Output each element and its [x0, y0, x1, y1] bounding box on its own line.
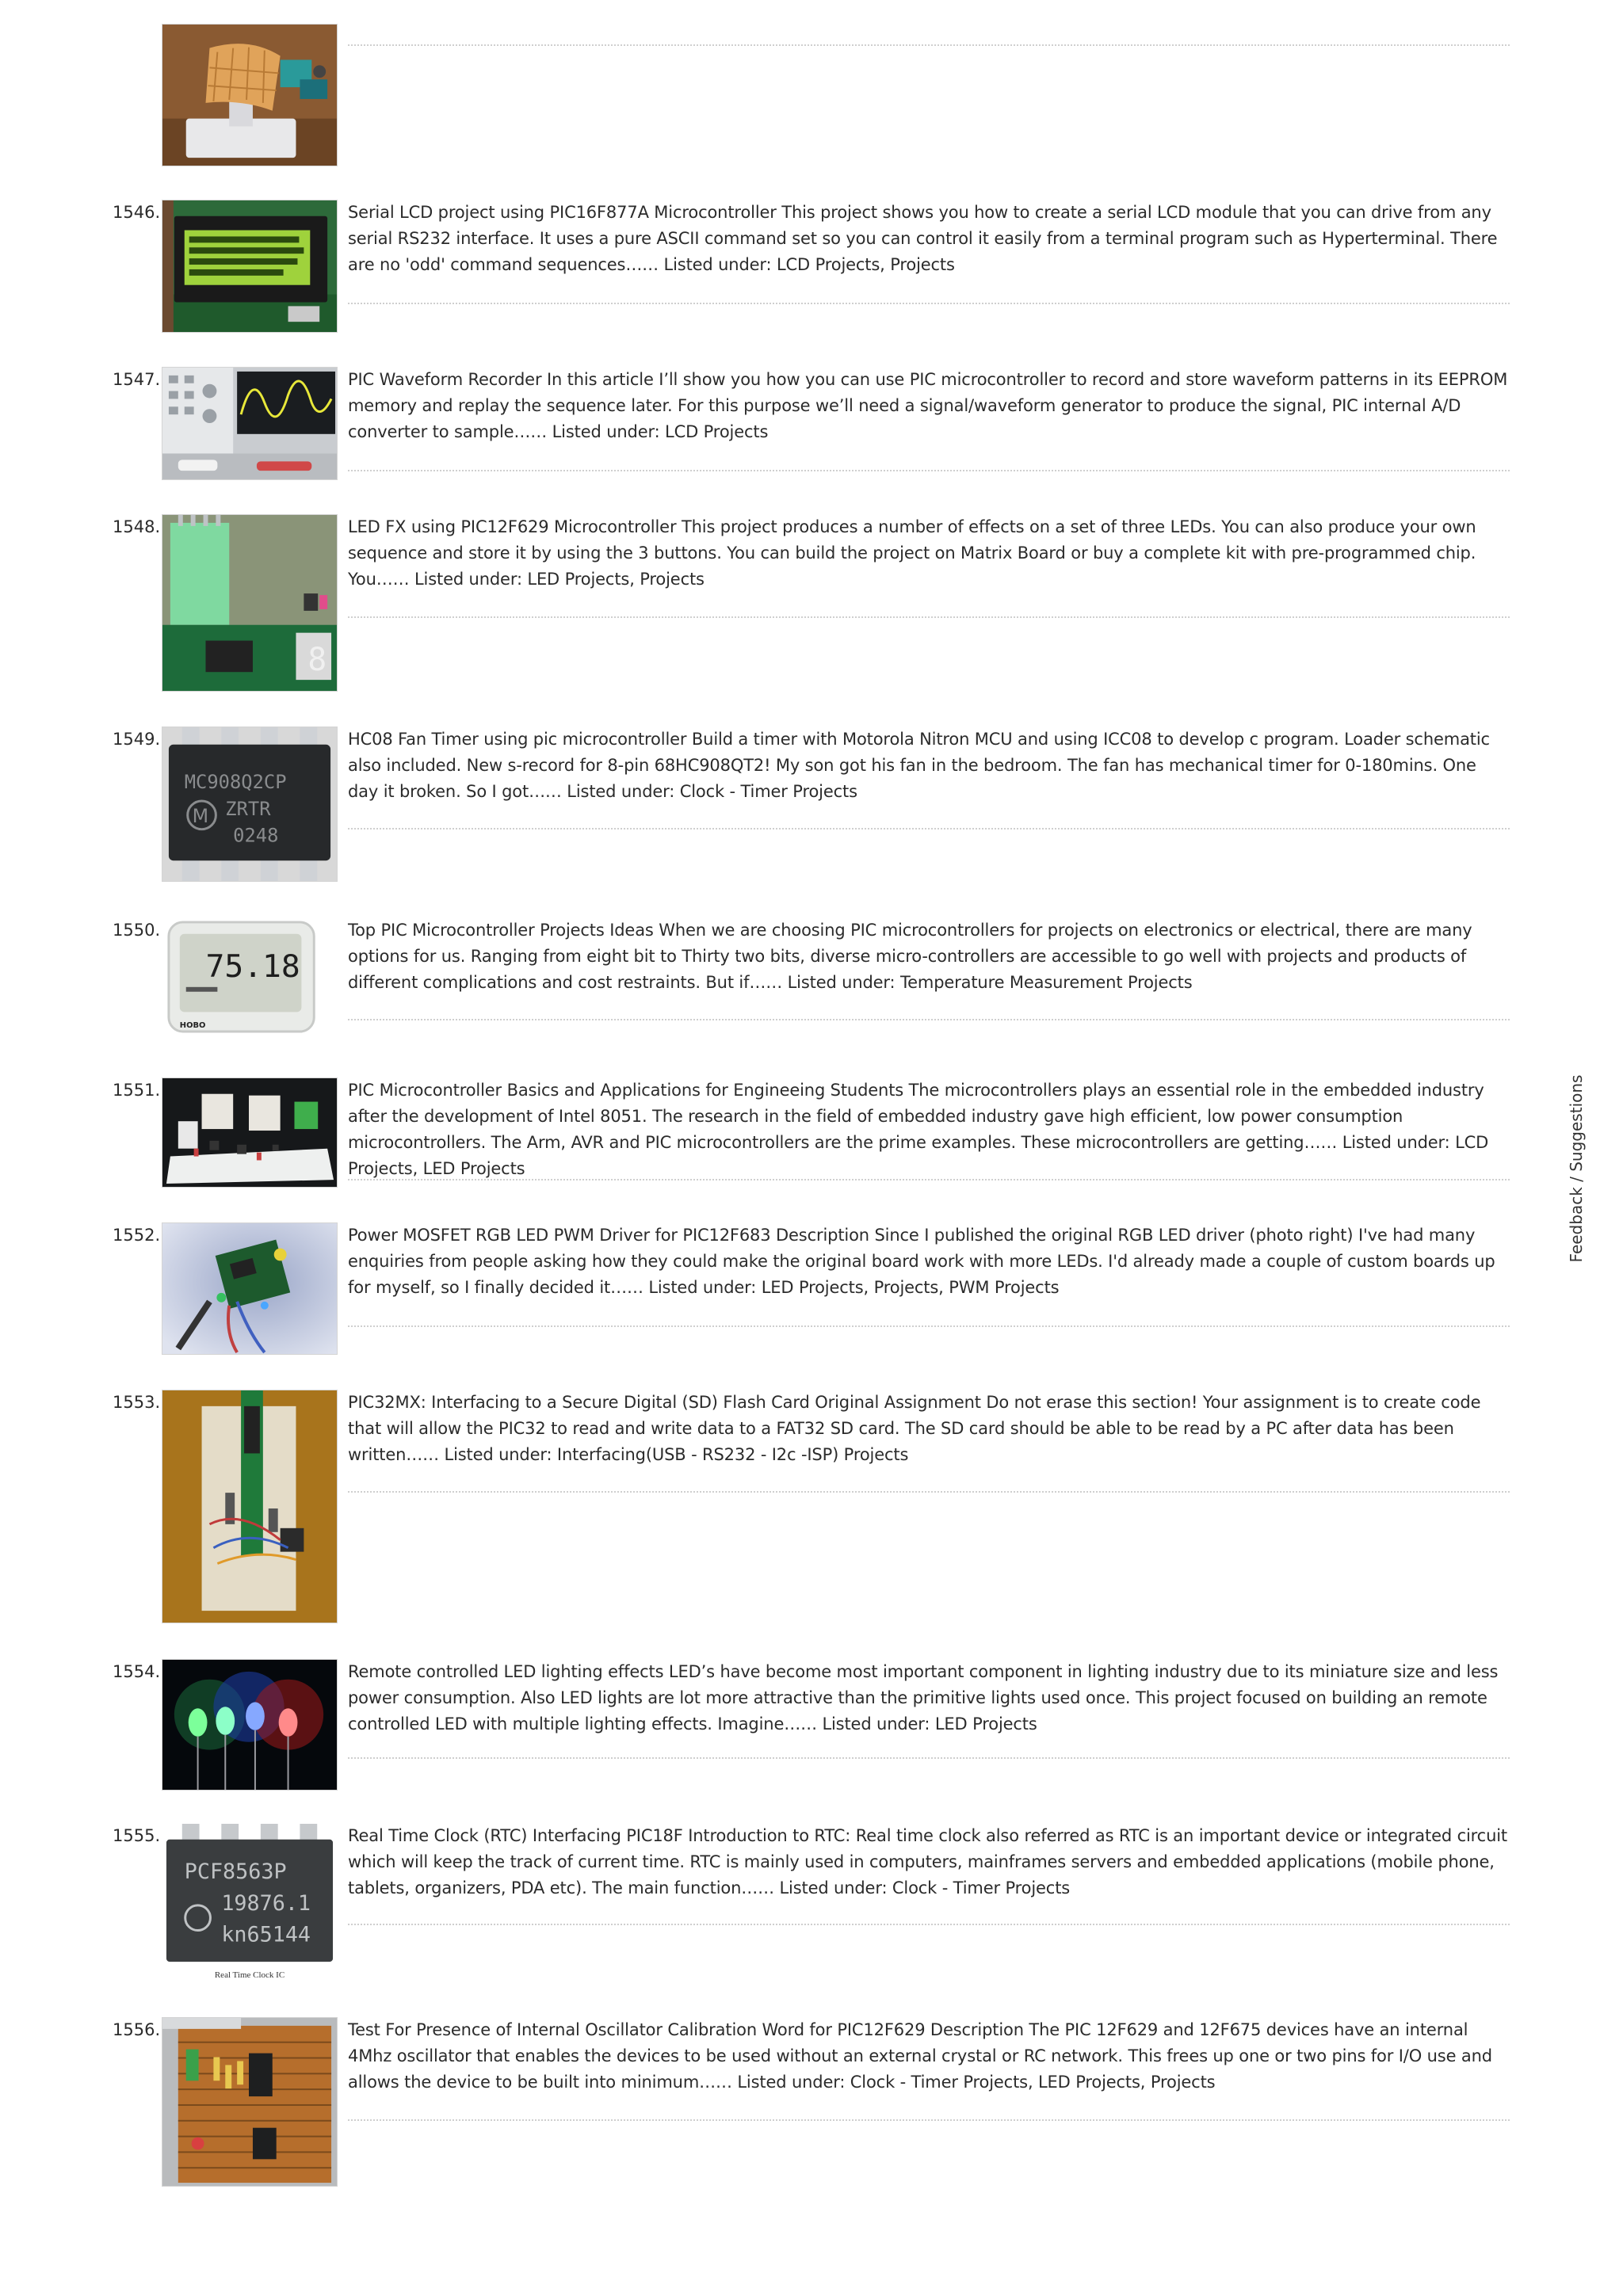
image-caption: Real Time Clock IC: [214, 1970, 285, 1980]
divider: [348, 1325, 1510, 1327]
divider: [348, 470, 1510, 471]
item-description: PIC32MX: Interfacing to a Secure Digital (SD) Flash Card Original Assignment Do not erase this section! Your assignment is to create code that will allow the PIC32 to read and write data to a FAT32 SD card. The SD card should be able to be read by a PC after data has been written…… Listed under: Interfacing(USB - RS232 - I2c -ISP) Projects: [348, 1393, 1481, 1464]
item-number: 1555.: [113, 1826, 161, 1845]
chip-marking: 0248: [233, 824, 279, 847]
item-number: 1556.: [113, 2020, 161, 2039]
item-description: PIC Waveform Recorder In this article I’ll show you how you can use PIC microcontroller to record and store waveform patterns in its EEPROM memory and replay the sequence later. For this purpose we’ll need a signal/waveform generator to produce the signal, PIC internal A/D converter to sample…… Listed under: LCD Projects: [348, 370, 1508, 441]
divider: [348, 2119, 1510, 2121]
item-number: 1554.: [113, 1662, 161, 1681]
chip-marking: PCF8563P: [184, 1859, 287, 1885]
breadboard-sd-photo[interactable]: [162, 1390, 338, 1623]
item-number: 1552.: [113, 1226, 161, 1245]
item-number: 1550.: [113, 921, 161, 940]
temperature-logger-photo[interactable]: [162, 917, 338, 1035]
item-description: LED FX using PIC12F629 Microcontroller This project produces a number of effects on a set of three LEDs. You can also produce your own sequence and store it by using the 3 buttons. You can build the project on Matrix Board or buy a complete kit with pre-programmed chip. You…… Listed under: LED Projects, Projects: [348, 517, 1476, 589]
stripboard-photo[interactable]: [162, 2017, 338, 2187]
item-description: Remote controlled LED lighting effects LED’s have become most important component in lighting industry due to its miniature size and less power consumption. Also LED lights are lot more attractive than the primitive lights used once. This project focused on building an remote controlled LED with multiple lighting effects. Imagine…… Listed under: LED Projects: [348, 1662, 1499, 1733]
item-number: 1553.: [113, 1393, 161, 1412]
rotating-led-photo[interactable]: [162, 24, 338, 166]
item-description: Test For Presence of Internal Oscillator Calibration Word for PIC12F629 Description The PIC 12F629 and 12F675 devices have an internal 4Mhz oscillator that enables the devices to be used without an external crystal or RC network. This frees up one or two pins for I/O use and allows the device to be built into minimum…… Listed under: Clock - Timer Projects, LED Projects, Projects: [348, 2020, 1492, 2092]
item-description: HC08 Fan Timer using pic microcontroller Build a timer with Motorola Nitron MCU and using ICC08 to develop c program. Loader schematic also included. New s-record for 8-pin 68HC908QT2! My son got his fan in the bedroom. The fan has mechanical timer for 0-180mins. One day it broken. So I got…… Listed under: Clock - Timer Projects: [348, 730, 1490, 801]
mc908-chip-photo[interactable]: [162, 727, 338, 882]
item-description: Real Time Clock (RTC) Interfacing PIC18F Introduction to RTC: Real time clock also referred as RTC is an important device or integrated circuit which will keep the track of current time. RTC is mainly used in computers, mainframes servers and embedded applications (mobile phone, tablets, organizers, PDA etc). The main function…… Listed under: Clock - Timer Projects: [348, 1826, 1507, 1897]
divider: [348, 1179, 1510, 1180]
svg-text:8: 8: [307, 642, 327, 679]
divider: [348, 303, 1510, 304]
feedback-tab[interactable]: [1566, 1074, 1587, 1263]
chip-marking: ZRTR: [225, 797, 271, 820]
led-fx-board-photo[interactable]: [162, 514, 338, 692]
divider: [348, 1491, 1510, 1493]
item-description: Serial LCD project using PIC16F877A Microcontroller This project shows you how to create a serial LCD module that you can drive from any serial RS232 interface. It uses a pure ASCII command set so you can control it easily from a terminal program such as Hyperterminal. There are no 'odd' command sequences…… Listed under: LCD Projects, Projects: [348, 203, 1498, 274]
item-description: PIC Microcontroller Basics and Applications for Engineeing Students The microcontrollers plays an essential role in the embedded industry after the development of Intel 8051. The research in the field of embedded industry gave high efficient, low power consumption microcontrollers. The Arm, AVR and PIC microcontrollers are the prime examples. These microcontrollers are getting…… Listed under: LCD Projects, LED Projects: [348, 1081, 1489, 1178]
item-number: 1551.: [113, 1081, 161, 1100]
lcd-readout: 75.18: [205, 948, 300, 985]
item-description: Top PIC Microcontroller Projects Ideas When we are choosing PIC microcontrollers for projects on electronics or electrical, there are many options for us. Ranging from eight bit to Thirty two bits, diverse micro-controllers are accessible to go well with projects and products of different complications and cost restraints. But if…… Listed under: Temperature Measurement Projects: [348, 921, 1472, 992]
chip-marking: kn65144: [221, 1922, 311, 1947]
divider: [348, 828, 1510, 830]
divider: [348, 616, 1510, 618]
item-number: 1548.: [113, 517, 161, 536]
rgb-driver-photo[interactable]: [162, 1222, 338, 1355]
item-description: Power MOSFET RGB LED PWM Driver for PIC12F683 Description Since I published the original RGB LED driver (photo right) I've had many enquiries from people asking how they could make the original board work with more LEDs. I'd already made a couple of custom boards up for myself, so I finally decided it…… Listed under: LED Projects, Projects, PWM Projects: [348, 1226, 1495, 1297]
serial-lcd-photo[interactable]: [162, 200, 338, 333]
chip-marking: 19876.1: [221, 1890, 311, 1916]
rgb-leds-photo[interactable]: [162, 1659, 338, 1791]
feedback-label: Feedback / Suggestions: [1567, 1074, 1586, 1263]
item-number: 1546.: [113, 203, 161, 222]
divider: [348, 44, 1510, 46]
svg-text:M: M: [192, 804, 209, 827]
svg-text:HOBO: HOBO: [179, 1021, 206, 1031]
item-number: 1547.: [113, 370, 161, 389]
rtc-chip-photo[interactable]: [162, 1823, 338, 1969]
chip-marking: MC908Q2CP: [184, 771, 287, 794]
divider: [348, 1757, 1510, 1759]
divider: [348, 1924, 1510, 1925]
divider: [348, 1019, 1510, 1020]
item-number: 1549.: [113, 730, 161, 749]
oscilloscope-photo[interactable]: [162, 367, 338, 480]
relay-board-photo[interactable]: [162, 1077, 338, 1188]
